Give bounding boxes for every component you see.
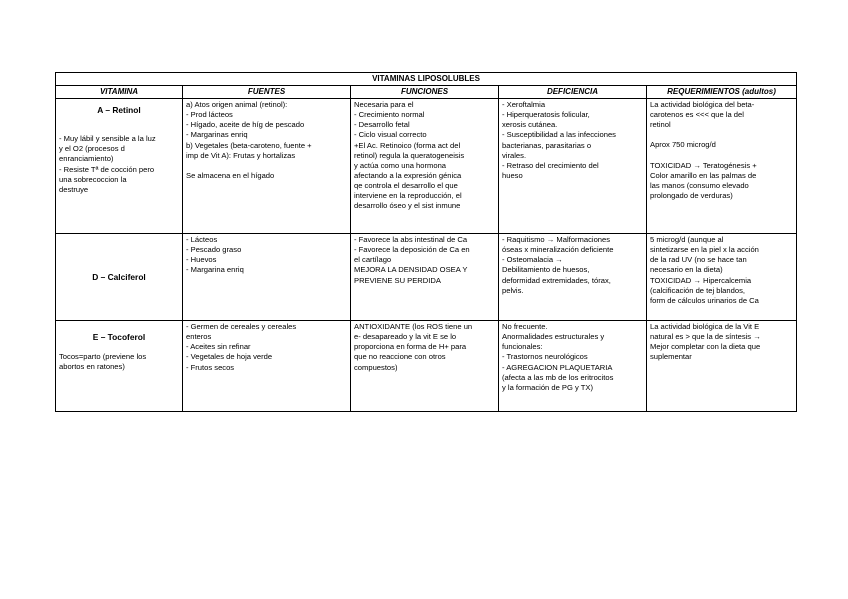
fuentes-line: Se almacena en el hígado (186, 170, 275, 180)
deficiencia-line: funcionales: (502, 342, 543, 352)
requerimientos-line: las manos (consumo elevado (650, 180, 749, 190)
deficiencia-line: pelvis. (502, 285, 524, 295)
deficiencia-line: - Trastornos neurológicos (502, 352, 588, 362)
cell-vitamina-e (56, 321, 183, 412)
funciones-line: proporciona en forma de H+ para (354, 342, 467, 352)
vitamin-note: enranciamiento) (59, 154, 114, 164)
table-row-vitamin-e (56, 321, 797, 412)
cell-fuentes-a (183, 99, 351, 234)
fuentes-line: - Germen de cereales y cereales (186, 322, 297, 332)
funciones-line: e- desapareado y la vit E se lo (354, 332, 457, 342)
funciones-line: ANTIOXIDANTE (los ROS tiene un (354, 322, 473, 332)
deficiencia-line: óseas x mineralización deficiente (502, 245, 614, 255)
funciones-line: el cartílago (354, 255, 392, 265)
funciones-line: y actúa como una hormona (354, 160, 447, 170)
deficiencia-line: - Susceptibilidad a las infecciones (502, 130, 616, 140)
deficiencia-line: y la formación de PG y TX) (502, 382, 594, 392)
header-requerimientos: REQUERIMIENTOS (adultos) (647, 86, 797, 99)
cell-funciones-d (351, 234, 499, 321)
fuentes-line: - Margarina enriq (186, 265, 244, 275)
funciones-line: +El Ac. Retinoico (forma act del (354, 140, 461, 150)
vitamin-note: abortos en ratones) (59, 362, 125, 372)
funciones-line: que no reaccione con otros (354, 352, 446, 362)
cell-requerimientos-e (647, 321, 797, 412)
deficiencia-line: virales. (502, 150, 527, 160)
cell-funciones-a (351, 99, 499, 234)
funciones-line: desarrollo óseo y el sist inmune (354, 201, 461, 211)
table-row-vitamin-d (56, 234, 797, 321)
table-row-vitamin-a (56, 99, 797, 234)
fuentes-line: - Hígado, aceite de híg de pescado (186, 120, 305, 130)
vitamin-note: - Resiste Tª de cocción pero (59, 164, 155, 174)
vitamin-name-d: D – Calciferol (92, 272, 146, 283)
fuentes-line: - Lácteos (186, 235, 218, 245)
deficiencia-line: Debilitamiento de huesos, (502, 265, 590, 275)
funciones-line: - Crecimiento normal (354, 110, 425, 120)
funciones-line: compuestos) (354, 362, 398, 372)
fuentes-line: - Vegetales de hoja verde (186, 352, 273, 362)
fuentes-line: - Pescado graso (186, 245, 242, 255)
funciones-line: - Favorece la deposición de Ca en (354, 245, 470, 255)
deficiencia-line: hueso (502, 170, 523, 180)
deficiencia-line: No frecuente. (502, 322, 548, 332)
requerimientos-line: de la rad UV (no se hace tan (650, 255, 747, 265)
requerimientos-line: form de cálculos urinarios de Ca (650, 295, 759, 305)
deficiencia-line: - Osteomalacia → (502, 255, 563, 265)
funciones-line: - Favorece la abs intestinal de Ca (354, 235, 468, 245)
cell-requerimientos-a (647, 99, 797, 234)
requerimientos-line: suplementar (650, 352, 692, 362)
requerimientos-line: (calcificación de tej blandos, (650, 285, 745, 295)
deficiencia-line: Anormalidades estructurales y (502, 332, 605, 342)
header-deficiencia: DEFICIENCIA (499, 86, 647, 99)
deficiencia-line: - Raquitismo → Malformaciones (502, 235, 611, 245)
funciones-line: retinol) regula la queratogeneisis (354, 150, 465, 160)
funciones-line: qe controla el desarrollo el que (354, 180, 458, 190)
header-vitamina: VITAMINA (56, 86, 183, 99)
requerimientos-line: sintetizarse en la piel x la acción (650, 245, 759, 255)
funciones-line: - Ciclo visual correcto (354, 130, 427, 140)
requerimientos-line: TOXICIDAD → Hipercalcemia (650, 275, 752, 285)
fuentes-line: b) Vegetales (beta-caroteno, fuente + (186, 140, 312, 150)
requerimientos-line: Mejor completar con la dieta que (650, 342, 761, 352)
requerimientos-line: TOXICIDAD → Teratogénesis + (650, 160, 757, 170)
vitamin-name-a: A – Retinol (97, 105, 141, 116)
deficiencia-line: (afecta a las mb de los eritrocitos (502, 372, 614, 382)
header-funciones: FUNCIONES (351, 86, 499, 99)
cell-vitamina-a (56, 99, 183, 234)
fuentes-line: - Prod lácteos (186, 110, 233, 120)
fuentes-line: enteros (186, 332, 212, 342)
table-title: VITAMINAS LIPOSOLUBLES (56, 73, 797, 86)
vitaminas-table (55, 72, 797, 412)
requerimientos-line: retinol (650, 120, 671, 130)
header-fuentes: FUENTES (183, 86, 351, 99)
vitamin-note: Tocos=parto (previene los (59, 352, 147, 362)
cell-deficiencia-a (499, 99, 647, 234)
funciones-line: PREVIENE SU PERDIDA (354, 275, 441, 285)
requerimientos-line: Color amarillo en las palmas de (650, 170, 757, 180)
deficiencia-line: - Hiperqueratosis folicular, (502, 110, 590, 120)
funciones-line: afectando a la expresión génica (354, 170, 462, 180)
requerimientos-line: natural es > que la de síntesis → (650, 332, 761, 342)
funciones-line: Necesaria para el (354, 100, 414, 110)
cell-deficiencia-e (499, 321, 647, 412)
funciones-line: - Desarrollo fetal (354, 120, 410, 130)
requerimientos-line: La actividad biológica del beta- (650, 100, 755, 110)
requerimientos-line: Aprox 750 microg/d (650, 140, 716, 150)
vitamin-name-e: E – Tocoferol (92, 332, 146, 343)
requerimientos-line: necesario en la dieta) (650, 265, 723, 275)
requerimientos-line: prolongado de verduras) (650, 190, 733, 200)
cell-requerimientos-d (647, 234, 797, 321)
cell-funciones-e (351, 321, 499, 412)
fuentes-line: - Aceites sin refinar (186, 342, 251, 352)
funciones-line: interviene en la reproducción, el (354, 191, 462, 201)
fuentes-line: a) Atos origen animal (retinol): (186, 100, 288, 110)
deficiencia-line: - Retraso del crecimiento del (502, 160, 599, 170)
cell-fuentes-d (183, 234, 351, 321)
fuentes-line: - Margarinas enriq (186, 130, 248, 140)
deficiencia-line: xerosis cutánea. (502, 120, 558, 130)
deficiencia-line: deformidad extremidades, tórax, (502, 275, 611, 285)
fuentes-line: - Frutos secos (186, 362, 235, 372)
cell-fuentes-e (183, 321, 351, 412)
cell-vitamina-d (56, 234, 183, 321)
vitamin-note: destruye (59, 184, 89, 194)
vitamin-note: una sobrecoccion la (59, 174, 127, 184)
deficiencia-line: - Xeroftalmia (502, 100, 546, 110)
requerimientos-line: La actividad biológica de la Vit E (650, 322, 760, 332)
funciones-line: MEJORA LA DENSIDAD OSEA Y (354, 265, 468, 275)
deficiencia-line: bacterianas, parasitarias o (502, 140, 592, 150)
fuentes-line: imp de Vit A): Frutas y hortalizas (186, 150, 296, 160)
fuentes-line: - Huevos (186, 255, 217, 265)
vitamin-note: - Muy lábil y sensible a la luz (59, 134, 156, 144)
requerimientos-line: 5 microg/d (aunque al (650, 235, 724, 245)
cell-deficiencia-d (499, 234, 647, 321)
requerimientos-line: carotenos es <<< que la del (650, 110, 744, 120)
deficiencia-line: - AGREGACION PLAQUETARIA (502, 362, 613, 372)
vitamin-note: y el O2 (procesos d (59, 144, 125, 154)
